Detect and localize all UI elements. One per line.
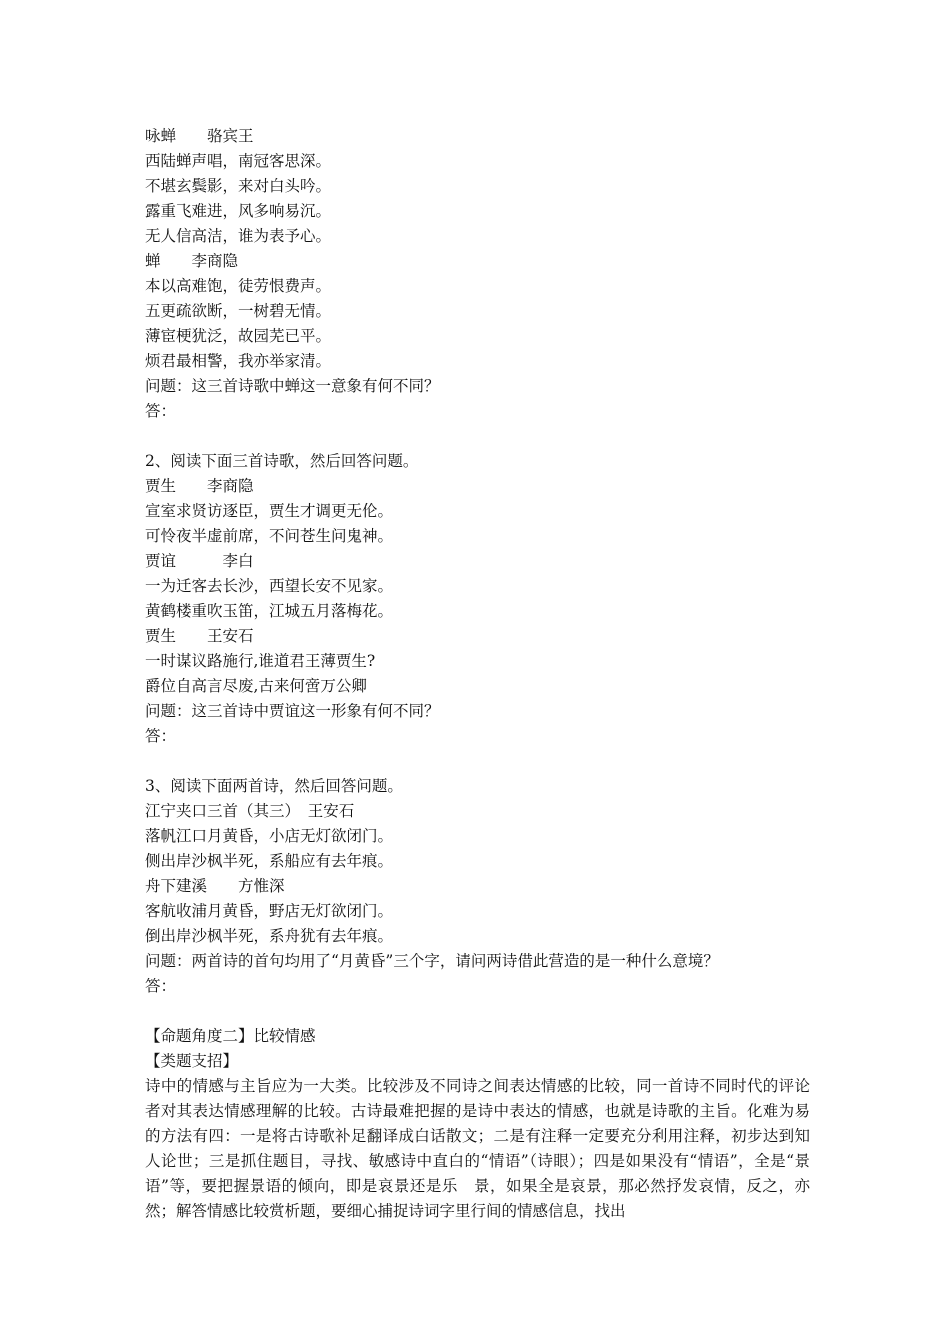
answer-label: 答： xyxy=(145,727,177,745)
poem-title: 舟下建溪 方惟深 xyxy=(145,877,285,895)
poem-title: 贾谊 李白 xyxy=(145,552,254,570)
poem-line: 可怜夜半虚前席，不问苍生问鬼神。 xyxy=(145,527,394,545)
document-page xyxy=(145,124,810,1224)
blank-line xyxy=(145,749,810,774)
poem-title: 蝉 李商隐 xyxy=(145,252,239,270)
poem-line: 客航收浦月黄昏，野店无灯欲闭门。 xyxy=(145,902,394,920)
poem-line: 一为迁客去长沙，西望长安不见家。 xyxy=(145,577,394,595)
poem-line: 西陆蝉声唱，南冠客思深。 xyxy=(145,152,332,170)
poem-title: 贾生 李商隐 xyxy=(145,477,254,495)
question-heading: 3、阅读下面两首诗，然后回答问题。 xyxy=(145,777,403,795)
poem-line: 爵位自高言尽废,古来何啻万公卿 xyxy=(145,677,367,695)
poem-line: 黄鹤楼重吹玉笛，江城五月落梅花。 xyxy=(145,602,394,620)
poem-title: 咏蝉 骆宾王 xyxy=(145,127,254,145)
blank-line xyxy=(145,424,810,449)
answer-label: 答： xyxy=(145,977,177,995)
poem-line: 落帆江口月黄昏，小店无灯欲闭门。 xyxy=(145,827,394,845)
blank-line xyxy=(145,999,810,1024)
question-text: 问题：这三首诗中贾谊这一形象有何不同？ xyxy=(145,702,440,720)
section-body: 诗中的情感与主旨应为一大类。比较涉及不同诗之间表达情感的比较，同一首诗不同时代的评论者对其表达情感理解的比较。古诗最难把握的是诗中表达的情感，也就是诗歌的主旨。化难为易的方法有四：一是将古诗歌补足翻译成白话散文；二是有注释一定要充分利用注释，初步达到知人论世；三是抓住题目，寻找、敏感诗中直白的“情语”（诗眼）；四是如果没有“情语”，全是“景语”等，要把握景语的倾向，即是哀景还是乐 景，如果全是哀景，那必然抒发哀情，反之，亦然；解答情感比较赏析题，要细心捕捉诗词字里行间的情感信息，找出 xyxy=(145,1077,810,1220)
poem-line: 倒出岸沙枫半死，系舟犹有去年痕。 xyxy=(145,927,394,945)
poem-line: 侧出岸沙枫半死，系船应有去年痕。 xyxy=(145,852,394,870)
poem-line: 烦君最相警，我亦举家清。 xyxy=(145,352,332,370)
answer-label: 答： xyxy=(145,402,177,420)
poem-title: 江宁夹口三首（其三） 王安石 xyxy=(145,802,355,820)
poem-line: 宣室求贤访逐臣，贾生才调更无伦。 xyxy=(145,502,394,520)
question-text: 问题：这三首诗歌中蝉这一意象有何不同？ xyxy=(145,377,440,395)
poem-line: 五更疏欲断，一树碧无情。 xyxy=(145,302,332,320)
poem-line: 露重飞难进，风多响易沉。 xyxy=(145,202,332,220)
section-subheading: 【类题支招】 xyxy=(145,1052,239,1070)
poem-line: 无人信高洁，谁为表予心。 xyxy=(145,227,332,245)
section-heading: 【命题角度二】比较情感 xyxy=(145,1027,316,1045)
poem-line: 本以高难饱，徒劳恨费声。 xyxy=(145,277,332,295)
poem-line: 一时谋议路施行,谁道君王薄贾生? xyxy=(145,652,376,670)
question-heading: 2、阅读下面三首诗歌，然后回答问题。 xyxy=(145,452,419,470)
question-text: 问题：两首诗的首句均用了“月黄昏”三个字，请问两诗借此营造的是一种什么意境？ xyxy=(145,952,719,970)
poem-line: 不堪玄鬓影，来对白头吟。 xyxy=(145,177,332,195)
poem-line: 薄宦梗犹泛，故园芜已平。 xyxy=(145,327,332,345)
poem-title: 贾生 王安石 xyxy=(145,627,254,645)
